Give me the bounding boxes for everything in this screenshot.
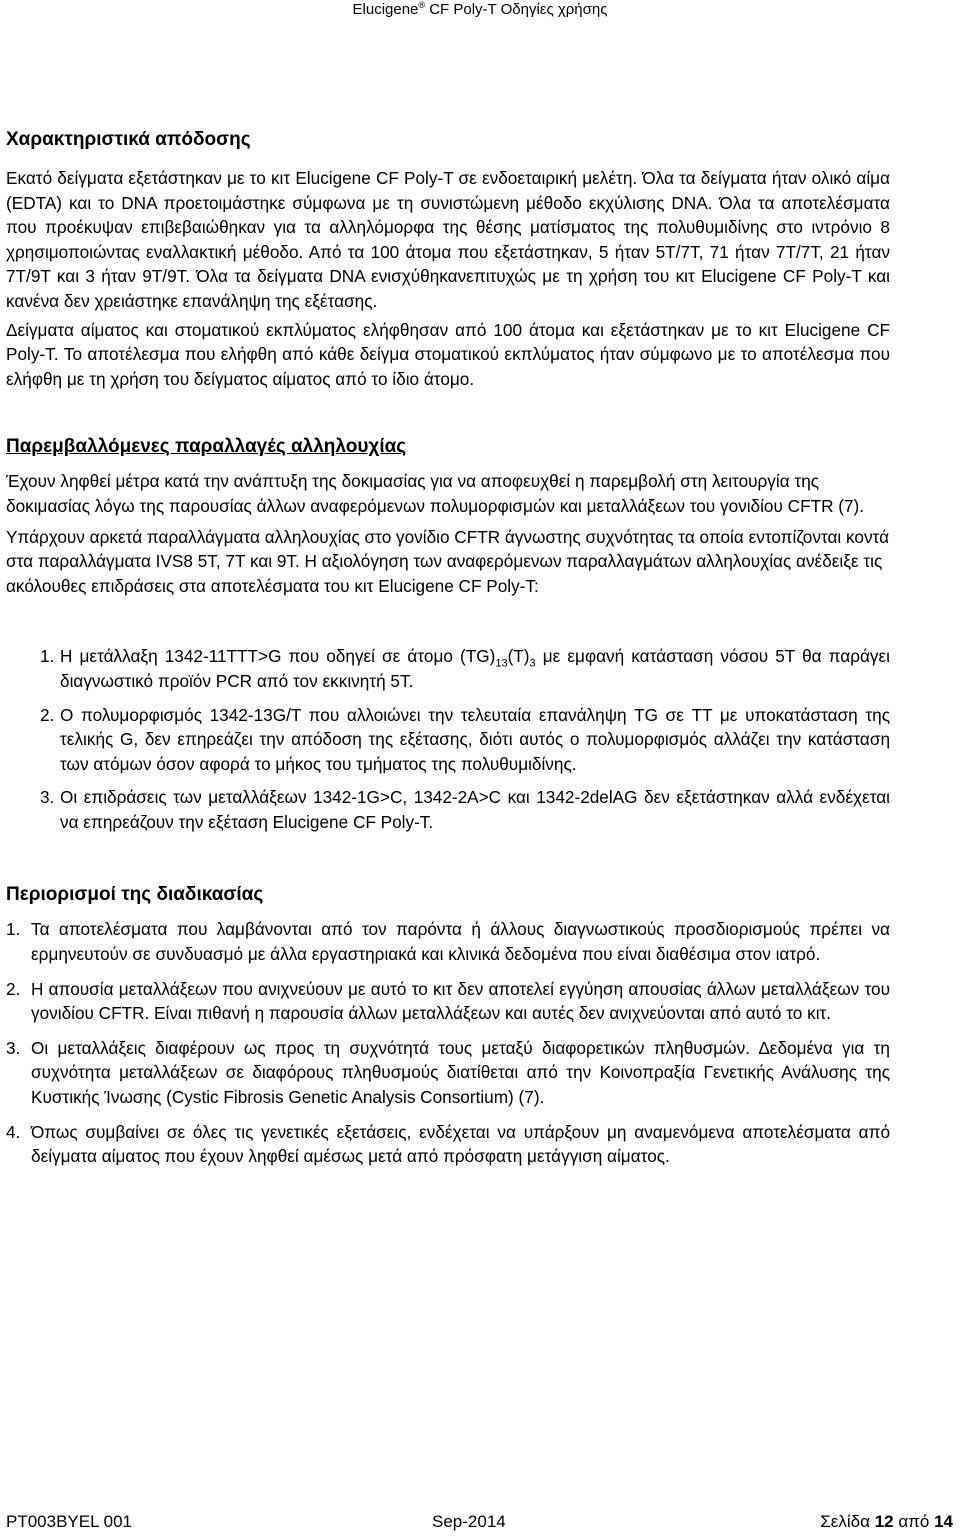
list-item <box>6 1036 890 1110</box>
sequence-variants-list <box>6 644 890 834</box>
document-code: PT003BYEL 001 <box>6 1512 133 1531</box>
list-item <box>6 917 890 966</box>
list-item <box>6 977 890 1026</box>
page-number: Σελίδα 12 από 14 <box>820 1512 953 1531</box>
list-item-number: 3. <box>6 1037 21 1058</box>
list-item <box>6 785 890 834</box>
list-item-number: 1. <box>40 646 55 667</box>
interference-paragraph-1: Έχουν ληφθεί μέτρα κατά την ανάπτυξη της δοκιμασίας για να αποφευχθεί η παρεμβολή στη λειτουργία της δοκιμασίας λόγω της παρουσίας άλλων αναφερόμενων πολυμορφισμών και μεταλλάξεων του γονιδίου CFTR (7). <box>6 471 865 516</box>
performance-paragraph-1: Εκατό δείγματα εξετάστηκαν με το κιτ Elucigene CF Poly-T σε ενδοεταιρική μελέτη. Όλα τα δείγματα ήταν ολικό αίμα (EDTA) και το DNA προετοιμάστηκε σύμφωνα με τη συνιστώμενη μέθοδο εκχύλισης DNA. Όλα τα αποτελέσματα που προέκυψαν επιβεβαιώθηκαν για τα αλληλόμορφα της θέσης ματίσματος της πολυθυμιδίνης στο ιντρόνιο 8 χρησιμοποιώντας εναλλακτική μέθοδο. Από τα 100 άτομα που εξετάστηκαν, 5 ήταν 5T/7T, 71 ήταν 7T/7T, 21 ήταν 7T/9T και 3 ήταν 9T/9T. Όλα τα δείγματα DNA ενισχύθηκανεπιτυχώς με τη χρήση του κιτ Elucigene CF Poly-T και κανένα δεν χρειάστηκε επανάληψη της εξέτασης. <box>6 168 890 311</box>
list-item-text: Η απουσία μεταλλάξεων που ανιχνεύουν με αυτό το κιτ δεν αποτελεί εγγύηση απουσίας άλλων μεταλλάξεων του γονιδίου CFTR. Είναι πιθανή η παρουσία άλλων μεταλλάξεων και αυτές δεν ανιχνεύονται από αυτό το κιτ. <box>31 978 890 1024</box>
limitations-list <box>6 917 890 1168</box>
list-item-text: Οι επιδράσεις των μεταλλάξεων 1342-1G>C, 1342-2A>C και 1342-2delAG δεν εξετάστηκαν αλλά ενδέχεται να επηρεάζουν την εξέταση Elucigene CF Poly-T. <box>60 787 890 832</box>
heading-limitations: Περιορισμοί της διαδικασίας <box>6 884 264 906</box>
document-date: Sep-2014 <box>432 1512 506 1531</box>
document-body <box>6 128 890 1179</box>
page-footer <box>6 1510 953 1536</box>
header-brand: Elucigene <box>352 1 419 18</box>
performance-paragraph-2: Δείγματα αίματος και στοματικού εκπλύματος ελήφθησαν από 100 άτομα και εξετάστηκαν με το κιτ Elucigene CF Poly-T. Το αποτέλεσμα που ελήφθη από κάθε δείγμα στοματικού εκπλύματος ήταν σύμφωνο με το αποτέλεσμα που ελήφθη με τη χρήση του δείγματος αίματος από το ίδιο άτομο. <box>6 319 890 389</box>
registered-mark: ® <box>418 0 426 10</box>
page-header <box>0 0 960 20</box>
heading-interference: Παρεμβαλλόμενες παραλλαγές αλληλουχίας <box>6 436 407 458</box>
list-item <box>6 703 890 777</box>
list-item-text: Όπως συμβαίνει σε όλες τις γενετικές εξετάσεις, ενδέχεται να υπάρξουν μη αναμενόμενα αποτελέσματα από δείγματα αίματος που έχουν ληφθεί αμέσως μετά από πρόσφατη μετάγγιση αίματος. <box>31 1121 890 1167</box>
interference-paragraph-2: Υπάρχουν αρκετά παραλλάγματα αλληλουχίας στο γονίδιο CFTR άγνωστης συχνότητας τα οποία εντοπίζονται κοντά στα παραλλάγματα IVS8 5T, 7T και 9T. Η αξιολόγηση των αναφερόμενων παραλλαγμάτων αλληλουχίας ανέδειξε τις ακόλουθες επιδράσεις στα αποτελέσματα του κιτ Elucigene CF Poly-T: <box>6 526 890 596</box>
list-item <box>6 644 890 693</box>
list-item-text: Η μετάλλαξη 1342-11TTT>G που οδηγεί σε άτομο $(TG)_{13}(T)_3$ με εμφανή κατάσταση νόσου 5T θα παράγει διαγνωστικό προϊόν PCR από τον εκκινητή 5T. <box>60 646 890 691</box>
list-item-text: Ο πολυμορφισμός 1342-13G/T που αλλοιώνει την τελευταία επανάληψη TG σε TT με υποκατάσταση της τελικής G, δεν επηρεάζει την απόδοση της εξέτασης, διότι αυτός ο πολυμορφισμός αλλάζει την κατάσταση των ατόμων όσον αφορά το μήκος του τμήματος της πολυθυμιδίνης. <box>60 704 890 774</box>
list-item <box>6 1120 890 1169</box>
list-item-text: Τα αποτελέσματα που λαμβάνονται από τον παρόντα ή άλλους διαγνωστικούς προσδιορισμούς πρέπει να ερμηνευτούν σε συνδυασμό με άλλα εργαστηριακά και κλινικά δεδομένα που είναι διαθέσιμα στον ιατρό. <box>31 919 890 965</box>
header-title: CF Poly-T Οδηγίες χρήσης <box>425 1 608 18</box>
heading-performance: Χαρακτηριστικά απόδοσης <box>6 129 251 150</box>
list-item-number: 2. <box>6 978 21 999</box>
list-item-number: 1. <box>6 919 21 940</box>
list-item-text: Οι μεταλλάξεις διαφέρουν ως προς τη συχνότητά τους μεταξύ διαφορετικών πληθυσμών. Δεδομένα για τη συχνότητα μεταλλάξεων σε διαφόρους πληθυσμούς διατίθεται από την Κοινοπραξία Γενετικής Ανάλυσης της Κυστικής Ίνωσης (Cystic Fibrosis Genetic Analysis Consortium) (7). <box>31 1037 890 1108</box>
list-item-number: 3. <box>40 787 55 808</box>
list-item-number: 2. <box>40 704 55 725</box>
list-item-number: 4. <box>6 1121 21 1142</box>
